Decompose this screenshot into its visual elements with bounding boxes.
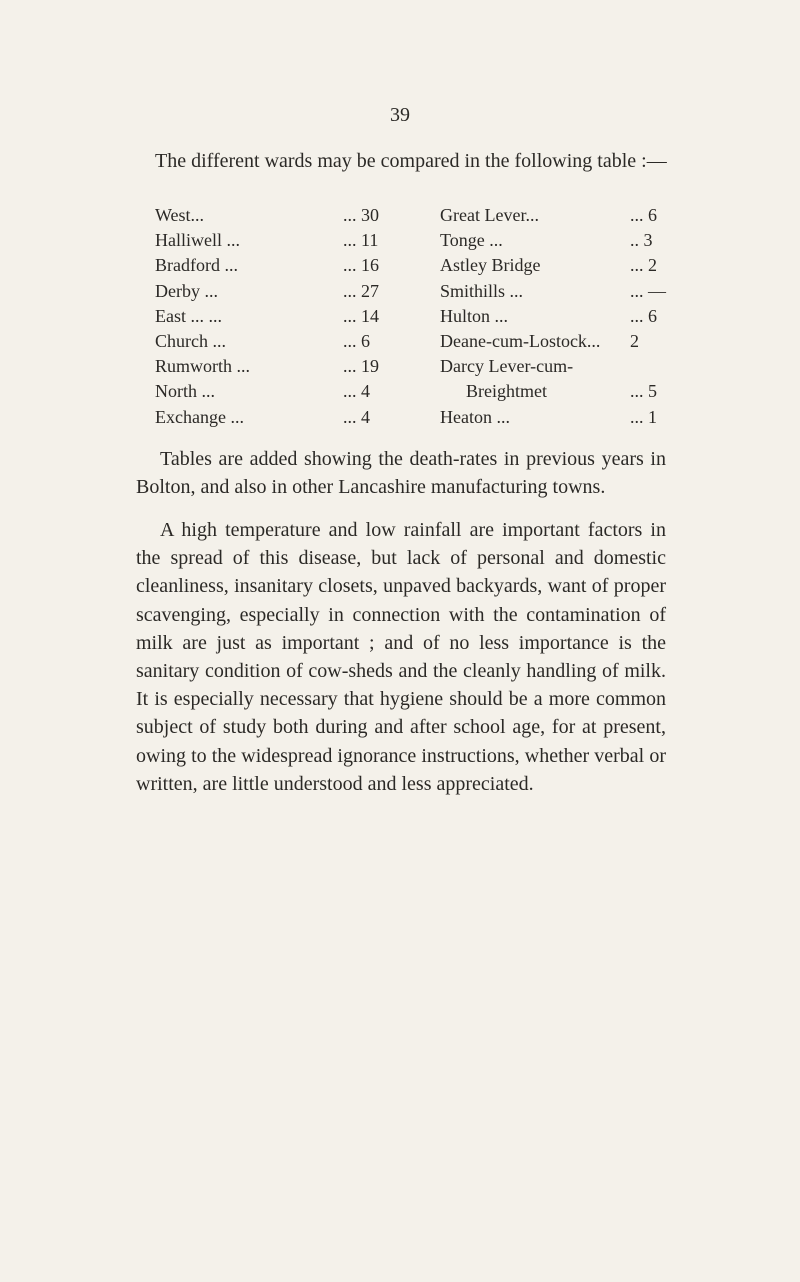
ward-value: ... 6 [630,305,657,326]
ward-right-cell [440,329,675,354]
ward-name: Bradford ... [155,255,238,276]
ward-value: ... 5 [630,381,657,402]
ward-name: North ... [155,381,215,402]
ward-value: ... 4 [343,406,370,427]
ward-value: ... 30 [343,205,379,225]
ward-right-cell [440,253,675,278]
ward-row [155,253,675,278]
ward-value: ... — [630,280,666,301]
paragraph-death-rates [136,445,666,501]
ward-right-cell [440,228,675,253]
ward-value: ... 2 [630,255,657,276]
ward-value: ... 6 [630,205,657,225]
ward-value: .. 3 [630,230,653,251]
ward-name: Astley Bridge [440,255,541,276]
ward-name: Church ... [155,330,226,351]
ward-value: ... 16 [343,255,379,276]
ward-left-cell [155,253,440,278]
ward-name: Smithills ... [440,280,524,301]
ward-table [155,203,675,430]
ward-row [155,228,675,253]
ward-name: East ... ... [155,305,222,326]
ward-left-cell [155,279,440,304]
ward-right-cell [440,354,675,379]
ward-value: ... 27 [343,280,379,301]
ward-name: Exchange ... [155,406,244,427]
ward-value: ... 11 [343,230,379,251]
ward-name: Darcy Lever-cum- [440,356,574,377]
ward-right-cell [440,379,675,404]
ward-value: ... 1 [630,406,657,427]
intro-text: The different wards may be compared in the following table :— [155,150,667,172]
ward-row [155,304,675,329]
ward-right-cell [440,279,675,304]
ward-left-cell [155,379,440,404]
ward-row [155,379,675,404]
ward-left-cell [155,329,440,354]
paragraph-text: Tables are added showing the death-rates in previous years in Bolton, and also in other Lancashire manufacturing towns. [136,448,666,499]
paragraph-factors [136,516,666,798]
ward-left-cell [155,304,440,329]
ward-left-cell [155,405,440,430]
ward-name: Deane-cum-Lostock... [440,330,601,351]
ward-row [155,203,675,228]
ward-left-cell [155,354,440,379]
page-number: 39 [390,104,410,126]
ward-value: ... 6 [343,330,370,351]
ward-right-cell [440,203,675,228]
ward-right-cell [440,304,675,329]
ward-row [155,279,675,304]
ward-name: Tonge ... [440,230,503,251]
ward-row [155,405,675,430]
ward-name: Breightmet [466,381,547,402]
ward-name: Hulton ... [440,305,509,326]
ward-value: 2 [630,330,639,351]
ward-name: Derby ... [155,280,218,301]
ward-name: Heaton ... [440,406,510,427]
ward-value: ... 19 [343,356,379,377]
ward-name: Great Lever... [440,205,539,225]
ward-left-cell [155,228,440,253]
ward-row [155,329,675,354]
ward-name: Rumworth ... [155,356,251,377]
paragraph-text: A high temperature and low rainfall are important factors in the spread of this disease, but lack of personal and domestic cleanliness, insanitary closets, unpaved backyards, want of proper scavenging, especially in connection with the contamination of milk are just as important ; and of no less importance is the sanitary condition of cow-sheds and the cleanly handling of milk. It is especially necessary that hygiene should be a more common subject of study both during and after school age, for at present, owing to the widespread ignorance instructions, whether verbal or written, are little understood and less appreciated. [136,519,666,795]
ward-row [155,354,675,379]
ward-value: ... 14 [343,305,379,326]
ward-name: Halliwell ... [155,230,240,251]
ward-left-cell [155,203,440,228]
ward-right-cell [440,405,675,430]
ward-name: West... [155,205,205,225]
ward-value: ... 4 [343,381,370,402]
